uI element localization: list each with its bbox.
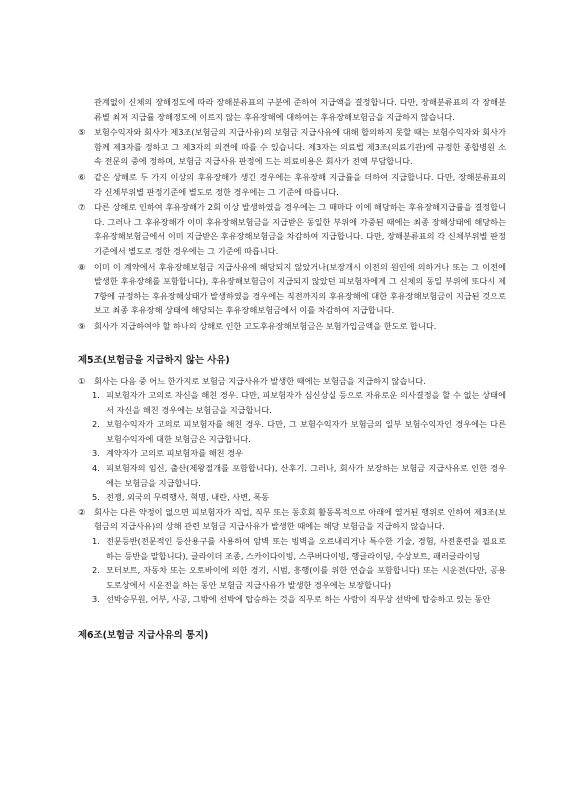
clause-text: 회사는 다른 약정이 없으면 피보험자가 직업, 직무 또는 동호회 활동목적으로 아래에 열거된 행위로 인하여 제3조(보험금의 지급사유)의 상해 관련 보험금 지급사유가 발생한 때에는 해당 보험금을 지급하지 않습니다. [94, 506, 506, 532]
clause-marker: ⑤ [78, 127, 86, 138]
clause-marker: ⑥ [78, 171, 86, 182]
clause-item-5 [78, 125, 506, 169]
sub-item-marker: 1. [92, 390, 100, 401]
clause-text: 다른 상해로 인하여 후유장해가 2회 이상 발생하였을 경우에는 그 때마다 이에 해당하는 후유장해지급률을 결정합니다. 그러나 그 후유장해가 이미 후유장해보험금을 지급받은 동일한 부위에 가중된 때에는 최종 장해상태에 해당하는 후유장해보험금에서 이미 지급받은 후유장해보험금을 차감하여 지급합니다. 다만, 장해분류표의 각 신체부위별 판정기준에서 별도로 정한 경우에는 그 기준에 따릅니다. [94, 202, 506, 256]
sub-item-marker: 1. [92, 536, 100, 547]
article-5-clause-2 [78, 505, 506, 534]
sub-item-text: 보험수익자가 고의로 피보험자를 해친 경우. 다만, 그 보험수익자가 보험금의 일부 보험수익자인 경우에는 다른 보험수익자에 대한 보험금은 지급합니다. [106, 419, 506, 444]
sub-item-text: 선박승무원, 어부, 사공, 그밖에 선박에 탑승하는 것을 직무로 하는 사람이 직무상 선박에 탑승하고 있는 동안 [106, 594, 491, 605]
clause-marker: ⑧ [78, 261, 86, 272]
clause-text: 회사가 지급하여야 할 하나의 상해로 인한 고도후유장해보험금은 보험가입금액을 한도로 합니다. [94, 320, 437, 331]
sub-item [78, 388, 506, 417]
sub-item [78, 461, 506, 490]
article-6-heading: 제6조(보험금 지급사유의 통지) [78, 630, 209, 641]
clause-text: 이미 이 계약에서 후유장해보험금 지급사유에 해당되지 않았거나(보장개시 이전의 원인에 의하거나 또는 그 이전에 발생한 후유장해를 포함합니다), 후유장해보험금이 지급되지 않았던 피보험자에게 그 신체의 동일 부위에 또다시 제7항에 규정하는 후유장해상태가 발생하였을 경우에는 직전까지의 후유장해에 대한 후유장해보험금이 지급된 것으로 보고 최종 후유장해 상태에 해당되는 후유장해보험금에서 이를 차감하여 지급합니다. [94, 261, 506, 316]
sub-item-marker: 3. [92, 594, 100, 605]
paragraph-continuation: 관계없이 신체의 장해정도에 따라 장해분류표의 구분에 준하여 지급액을 결정합니다. 다만, 장해분류표의 각 장해분류별 최저 지급률 장해정도에 이르지 않는 후유장해에 대하여는 후유장해보험금을 지급하지 않습니다. [94, 97, 506, 122]
clause-text: 같은 상해로 두 가지 이상의 후유장해가 생긴 경우에는 후유장해 지급률을 더하여 지급합니다. 다만, 장해분류표의 각 신체부위별 판정기준에 별도로 정한 경우에는 그 기준에 따릅니다. [94, 171, 506, 197]
sub-item-marker: 5. [92, 492, 100, 503]
sub-item [78, 490, 506, 505]
clause-marker: ⑨ [78, 320, 86, 331]
sub-item-text: 피보험자의 임신, 출산(제왕절개를 포함합니다), 산후기. 그러나, 회사가 보장하는 보험금 지급사유로 인한 경우에는 보험금을 지급합니다. [106, 463, 506, 488]
article-5-clause-1 [78, 374, 506, 389]
sub-item [78, 592, 506, 607]
sub-item [78, 534, 506, 563]
sub-item [78, 446, 506, 461]
clause-text: 보험수익자와 회사가 제3조(보험금의 지급사유)의 보험금 지급사유에 대해 합의하지 못할 때는 보험수익자와 회사가 함께 제3자를 정하고 그 제3자의 의견에 따를 수 있습니다. 제3자는 의료법 제3조(의료기관)에 규정한 종합병원 소속 전문의 중에 정하며, 보험금 지급사유 판정에 드는 의료비용은 회사가 전액 부담합니다. [94, 127, 506, 167]
clause-item-9 [78, 319, 506, 334]
clause-item-8 [78, 260, 506, 318]
sub-item-text: 계약자가 고의로 피보험자를 해친 경우 [106, 448, 243, 459]
clause-marker: ② [78, 506, 86, 517]
sub-item-marker: 4. [92, 463, 100, 474]
sub-item-text: 전문등반(전문적인 등산용구를 사용하여 암벽 또는 빙벽을 오르내리거나 특수한 기술, 경험, 사전훈련을 필요로 하는 등반을 말합니다), 글라이더 조종, 스카이다이빙, 스쿠버다이빙, 행글라이딩, 수상보트, 패러글라이딩 [106, 536, 506, 561]
sub-item [78, 417, 506, 446]
sub-item [78, 563, 506, 592]
sub-item-marker: 2. [92, 565, 100, 576]
clause-marker: ⑦ [78, 202, 86, 213]
sub-item-text: 모터보트, 자동차 또는 오토바이에 의한 경기, 시범, 흥행(이를 위한 연습을 포함합니다) 또는 시운전(다만, 공용도로상에서 시운전을 하는 동안 보험금 지급사유가 발생한 경우에는 보장합니다) [106, 565, 506, 590]
article-5-heading: 제5조(보험금을 지급하지 않는 사유) [78, 354, 230, 366]
clause-marker: ① [78, 375, 86, 386]
sub-item-marker: 3. [92, 448, 100, 459]
clause-item-6 [78, 170, 506, 199]
clause-text: 회사는 다음 중 어느 한가지로 보험금 지급사유가 발생한 때에는 보험금을 지급하지 않습니다. [94, 375, 426, 386]
sub-item-text: 피보험자가 고의로 자신을 해친 경우. 다만, 피보험자가 심신상실 등으로 자유로운 의사결정을 할 수 없는 상태에서 자신을 해친 경우에는 보험금을 지급합니다. [106, 390, 506, 415]
clause-item-7 [78, 200, 506, 258]
sub-item-text: 전쟁, 외국의 무력행사, 혁명, 내란, 사변, 폭동 [106, 492, 270, 503]
sub-item-marker: 2. [92, 419, 100, 430]
